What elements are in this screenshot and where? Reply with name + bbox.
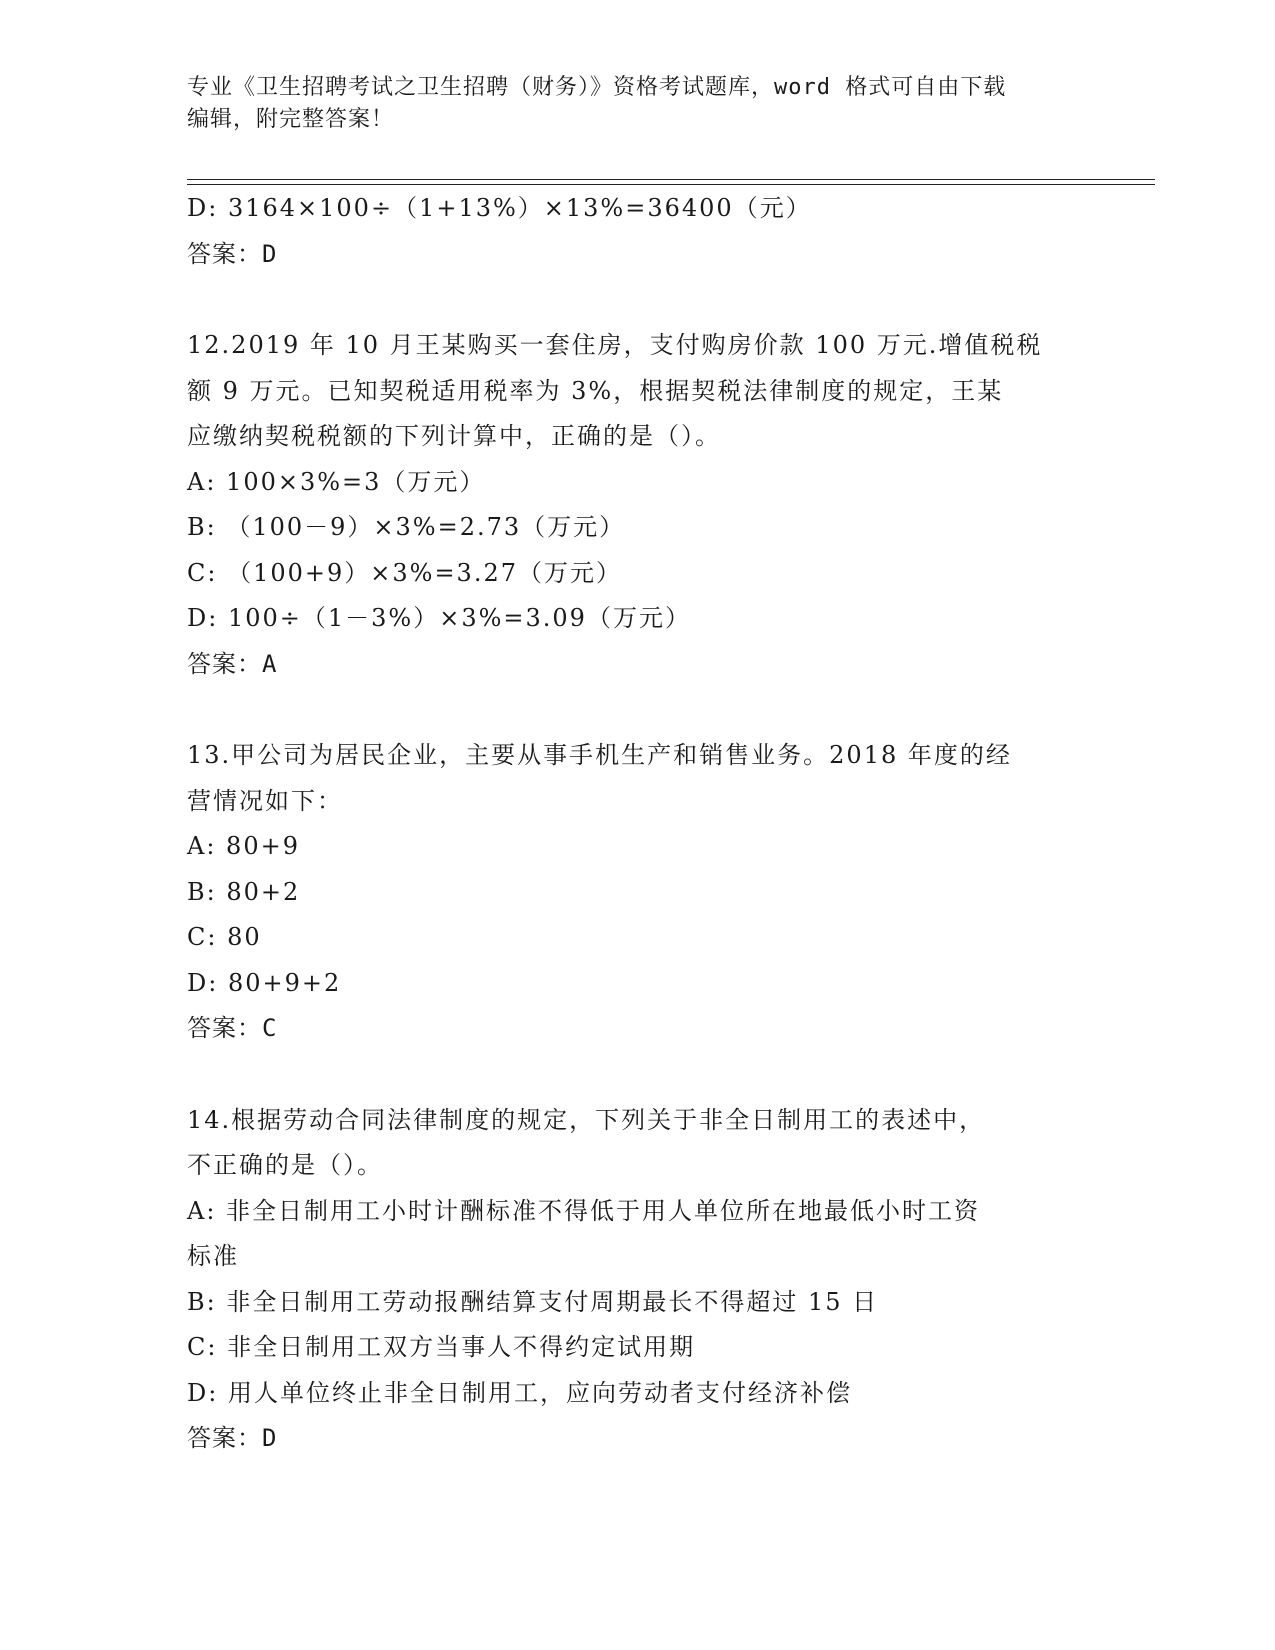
answer: 答案：C [187,1014,278,1042]
option-d: D: 3164×100÷（1+13%）×13%=36400（元） [187,194,812,222]
option-b: B: 80+2 [187,877,301,906]
option-c: C: （100+9）×3%=3.27（万元） [187,558,622,587]
header-divider-bottom [187,184,1155,185]
header-line-2: 编辑，附完整答案！ [187,107,395,132]
option-a-continued: 标准 [187,1242,239,1270]
header-divider-top [187,179,1155,180]
option-b: B: 非全日制用工劳动报酬结算支付周期最长不得超过 15 日 [187,1287,879,1316]
option-d: D: 80+9+2 [187,968,342,997]
option-c: C: 非全日制用工双方当事人不得约定试用期 [187,1333,696,1361]
previous-question-tail [187,186,1087,277]
question-stem: 营情况如下： [187,786,343,815]
question-stem: 12.2019 年 10 月王某购买一套住房，支付购房价款 100 万元.增值税税 [187,331,1043,359]
question-content [187,186,1087,1462]
question-14 [187,1098,1087,1462]
spacer [187,277,1087,323]
option-c: C: 80 [187,923,262,951]
question-12 [187,323,1087,687]
option-a: A: 100×3%=3（万元） [187,467,486,496]
question-stem: 额 9 万元。已知契税适用税率为 3%，根据契税法律制度的规定，王某 [187,376,1004,405]
option-a: A: 80+9 [187,832,300,860]
question-stem: 13.甲公司为居民企业，主要从事手机生产和销售业务。2018 年度的经 [187,741,1012,769]
spacer [187,687,1087,733]
question-stem: 14.根据劳动合同法律制度的规定，下列关于非全日制用工的表述中， [187,1105,986,1134]
answer: 答案：D [187,239,278,268]
answer: 答案：A [187,649,278,678]
option-d: D: 100÷（1－3%）×3%=3.09（万元） [187,604,691,632]
question-stem: 应缴纳契税税额的下列计算中，正确的是（）。 [187,422,721,450]
option-a: A: 非全日制用工小时计酬标准不得低于用人单位所在地最低小时工资 [187,1196,981,1225]
page-header [187,72,1087,136]
spacer [187,1052,1087,1098]
answer: 答案：D [187,1424,278,1452]
option-b: B: （100－9）×3%=2.73（万元） [187,513,626,541]
question-stem: 不正确的是（）。 [187,1151,383,1179]
option-d: D: 用人单位终止非全日制用工，应向劳动者支付经济补偿 [187,1378,852,1407]
question-13 [187,733,1087,1052]
header-line-1: 专业《卫生招聘考试之卫生招聘（财务）》资格考试题库，word 格式可自由下载 [187,75,1007,100]
